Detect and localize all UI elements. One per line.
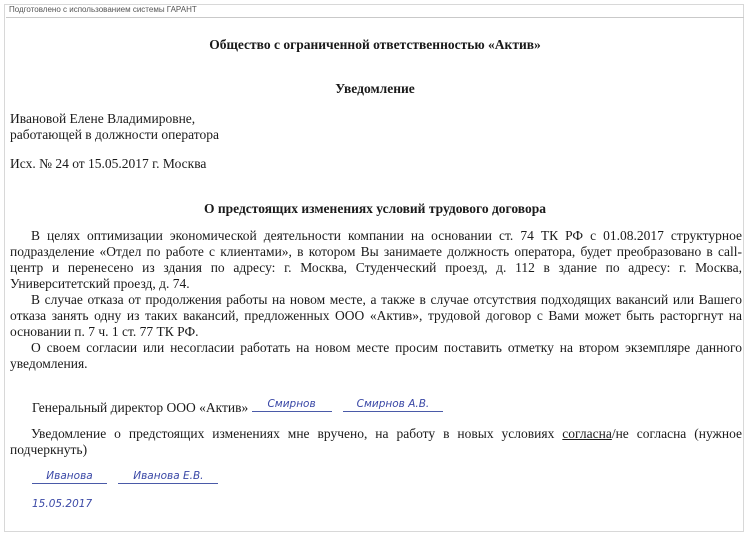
ack-text-before: Уведомление о предстоящих изменениях мне вручено, на работу в новых условиях xyxy=(31,426,563,441)
body-paragraph-3: О своем согласии или несогласии работать на новом месте просим поставить отметку на втором экземпляре данного уведомления. xyxy=(10,340,742,371)
company-name: Общество с ограниченной ответственностью «Актив» xyxy=(209,37,541,52)
employee-signature-field xyxy=(32,469,107,484)
acknowledgement-text xyxy=(10,426,742,458)
director-signature: Смирнов xyxy=(267,398,316,410)
garant-header-note: Подготовлено с использованием системы ГАРАНТ xyxy=(9,5,197,14)
header-divider xyxy=(6,17,744,18)
addressee-line-1: Ивановой Елене Владимировне, xyxy=(10,111,196,126)
document-title: Уведомление xyxy=(335,81,415,96)
body-paragraph-2: В случае отказа от продолжения работы на новом месте, а также в случае отсутствия подходящих вакансий или Вашего отказа занять одну из таких вакансий, предложенных ООО «Актив», трудовой договор с Вами может быть расторгнут на основании п. 7 ч. 1 ст. 77 ТК РФ. xyxy=(10,292,742,339)
subject-heading: О предстоящих изменениях условий трудового договора xyxy=(204,201,546,216)
ack-text-after: /не согласна (нужное подчеркнуть) xyxy=(10,426,742,457)
employee-signature-row xyxy=(32,469,218,488)
employee-name-handwritten: Иванова Е.В. xyxy=(133,470,204,482)
director-signature-row xyxy=(32,397,443,416)
employee-signature: Иванова xyxy=(46,470,93,482)
director-name-handwritten: Смирнов А.В. xyxy=(356,398,430,410)
addressee-line-2: работающей в должности оператора xyxy=(10,127,219,142)
director-label: Генеральный директор ООО «Актив» xyxy=(32,400,249,415)
handwritten-date: 15.05.2017 xyxy=(32,498,93,510)
director-signature-field xyxy=(252,397,332,412)
director-name-field xyxy=(343,397,443,412)
reference-line: Исх. № 24 от 15.05.2017 г. Москва xyxy=(10,156,207,171)
body-paragraph-1: В целях оптимизации экономической деятельности компании на основании ст. 74 ТК РФ с 01.08.2017 структурное подразделение «Отдел по работе с клиентами», в котором Вы занимаете должность оператора, будет преобразовано в call-центр и перенесено из здания по адресу: г. Москва, Студенческий проезд, д. 112 в здание по адресу: г. Москва, Университетский проезд, д. 74. xyxy=(10,228,742,291)
employee-name-field xyxy=(118,469,218,484)
ack-agree-underlined: согласна xyxy=(562,426,612,441)
